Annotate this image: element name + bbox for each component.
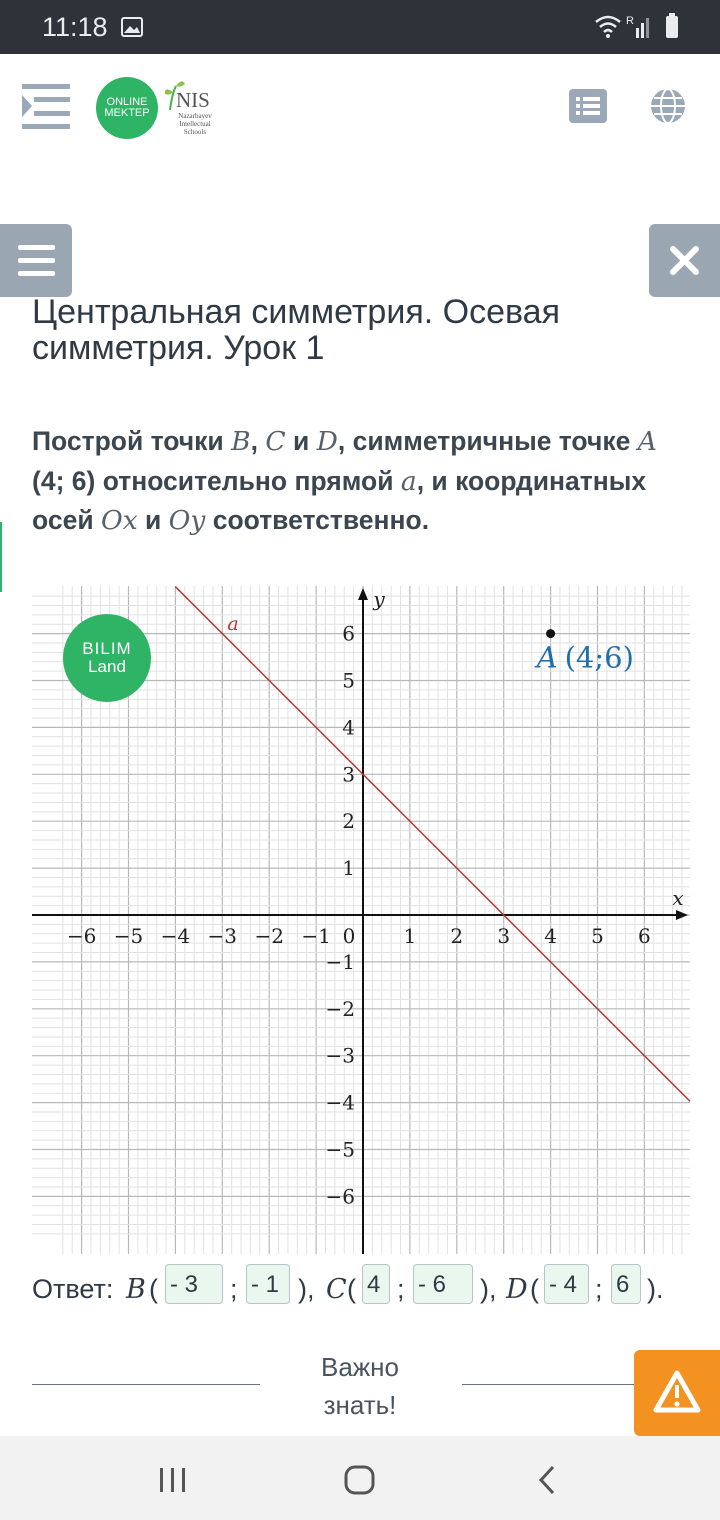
warning-icon [634, 1350, 720, 1436]
task-text: Построй точки B, C и D, симметричные точке A (4; 6) относительно прямой a, и координатных осей Ox и Oy соответственно. [32, 426, 657, 536]
back-icon[interactable] [536, 1465, 558, 1495]
wifi-icon [596, 17, 620, 38]
answer-label: Ответ: [32, 1274, 114, 1304]
close-paren: ), [480, 1274, 497, 1304]
bilim-land-watermark: BILIM Land [63, 614, 151, 702]
x-tick-label: 3 [497, 924, 511, 948]
open-paren: ( [347, 1274, 356, 1304]
recent-apps-icon[interactable] [158, 1466, 188, 1494]
point-A-label: A [536, 640, 558, 675]
x-tick-label: −6 [66, 924, 97, 948]
y-tick-label: −3 [325, 1043, 355, 1068]
sidebar-toggle-icon[interactable] [22, 84, 72, 130]
menu-icon [0, 224, 72, 297]
nis-subtitle: Nazarbayev Intellectual Schools [178, 112, 212, 136]
online-mektep-logo[interactable]: ONLINE MEKTEP [96, 77, 158, 139]
x-tick-label: 2 [450, 924, 464, 948]
answer-b-y-input[interactable]: - 1 [246, 1264, 290, 1304]
point-A [546, 629, 555, 638]
x-tick-label: 5 [591, 924, 604, 948]
battery-icon [666, 13, 678, 38]
open-paren: ( [149, 1274, 158, 1304]
answer-b-x-input[interactable]: - 3 [165, 1264, 223, 1304]
point-A-coords: (4;6) [564, 640, 634, 675]
x-tick-label: −1 [301, 924, 331, 948]
y-tick-label: −2 [325, 996, 355, 1021]
x-tick-label: 4 [544, 924, 557, 948]
important-button[interactable] [634, 1350, 720, 1436]
open-paren: ( [530, 1274, 539, 1304]
y-tick-label: −5 [325, 1137, 355, 1162]
x-tick-label: −2 [254, 924, 284, 948]
nis-logo: NIS Nazarbayev Intellectual Schools [162, 76, 232, 138]
answer-point-d: D [506, 1274, 528, 1305]
x-tick-label: −5 [113, 924, 144, 948]
lesson-menu-button[interactable] [0, 224, 72, 297]
y-axis-label: y [373, 587, 385, 611]
answer-c-x-input[interactable]: 4 [362, 1264, 390, 1304]
page-title: Центральная симметрия. Осевая симметрия. Урок 1 [32, 293, 560, 367]
gallery-notification-icon [121, 17, 143, 37]
important-label[interactable]: Важно знать! [320, 1352, 399, 1420]
x-tick-label: 0 [342, 924, 356, 948]
answer-d-x-input[interactable]: - 4 [544, 1264, 589, 1304]
accent-bar [0, 522, 2, 592]
close-button[interactable] [649, 224, 720, 297]
close-paren: ), [298, 1274, 315, 1304]
line-a-label: a [227, 613, 239, 636]
y-tick-label: −1 [325, 949, 355, 974]
x-tick-label: 1 [403, 924, 417, 948]
system-status-icons [594, 12, 684, 42]
answer-c-y-input[interactable]: - 6 [413, 1264, 473, 1304]
x-tick-label: 6 [638, 924, 651, 948]
x-tick-label: −4 [160, 924, 191, 948]
x-axis-label: x [672, 886, 684, 910]
close-icon [649, 224, 720, 297]
language-globe-icon[interactable] [649, 87, 687, 125]
y-tick-label: 6 [342, 621, 355, 646]
y-tick-label: 4 [342, 715, 355, 740]
answer-point-b: B [126, 1274, 146, 1305]
y-tick-label: 5 [342, 668, 355, 693]
divider-left [32, 1384, 260, 1385]
status-time: 11:18 [42, 12, 108, 42]
divider-right [462, 1384, 634, 1385]
answer-d-y-input[interactable]: 6 [611, 1264, 641, 1304]
x-tick-label: −3 [207, 924, 238, 948]
close-paren-end: ). [647, 1274, 664, 1304]
separator: ; [397, 1274, 405, 1304]
answer-row [32, 1264, 712, 1312]
contents-list-icon[interactable] [569, 89, 607, 123]
y-tick-label: −4 [325, 1090, 355, 1115]
status-bar [0, 0, 720, 54]
signal-icon [626, 15, 649, 38]
answer-point-c: C [326, 1274, 347, 1305]
y-tick-label: 2 [342, 809, 355, 834]
y-tick-label: 3 [342, 762, 355, 787]
separator: ; [595, 1274, 603, 1304]
y-tick-label: 1 [342, 856, 355, 881]
separator: ; [230, 1274, 238, 1304]
y-tick-label: −6 [325, 1184, 355, 1209]
home-icon[interactable] [344, 1465, 376, 1495]
svg-text:R: R [626, 15, 634, 27]
